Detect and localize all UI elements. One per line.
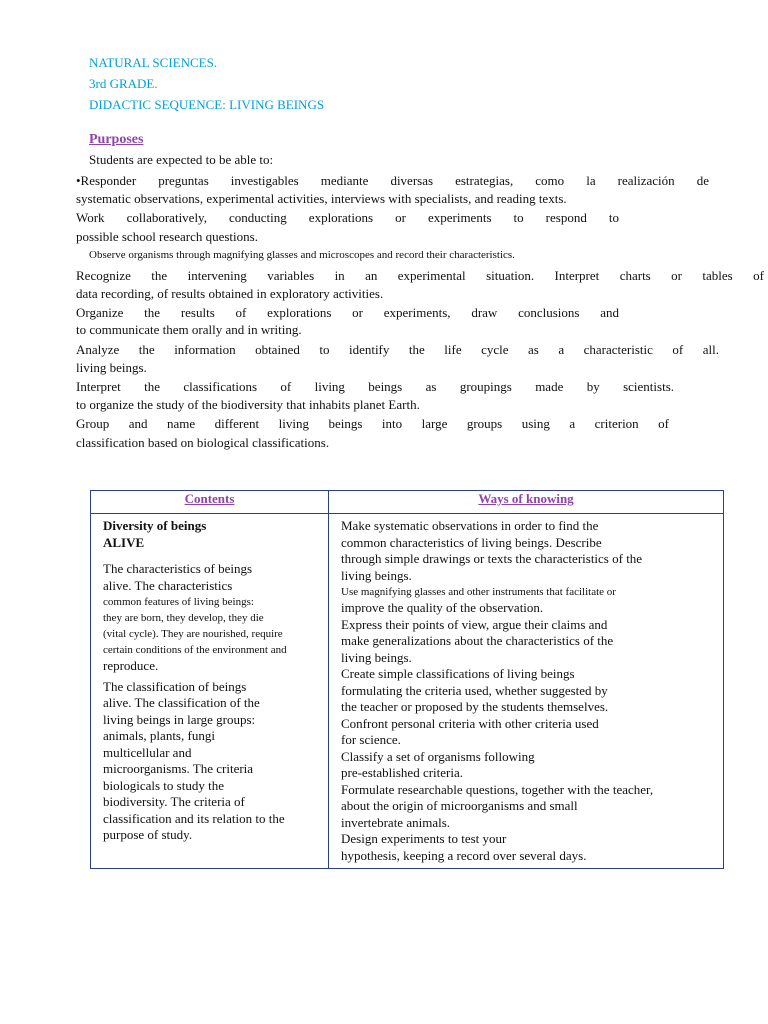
ways-text: Confront personal criteria with other criteria used <box>341 715 599 731</box>
contents-text: The classification of beings <box>103 678 247 694</box>
ways-text: Formulate researchable questions, together with the teacher, <box>341 781 654 797</box>
contents-cell <box>91 514 329 869</box>
purpose-line: to communicate them orally and in writing. <box>76 322 302 337</box>
purpose-line: Interpret the classifications of living beings as groupings made by scientists. <box>76 379 674 394</box>
contents-text: living beings in large groups: <box>103 711 256 727</box>
ways-text: improve the quality of the observation. <box>341 600 544 615</box>
ways-text: formulating the criteria used, whether suggested by <box>341 682 608 698</box>
contents-text: reproduce. <box>103 658 159 673</box>
purpose-line: to organize the study of the biodiversity that inhabits planet Earth. <box>76 397 420 412</box>
contents-text: common features of living beings: <box>103 596 254 608</box>
ways-text: living beings. <box>341 567 412 583</box>
purpose-line: Organize the results of explorations or experiments, draw conclusions and <box>76 305 619 320</box>
ways-text: make generalizations about the characteristics of the <box>341 633 614 648</box>
ways-text: Design experiments to test your <box>341 831 507 846</box>
contents-text: alive. The classification of the <box>103 695 260 710</box>
contents-text: biodiversity. The criteria of <box>103 794 245 809</box>
contents-text: certain conditions of the environment and <box>103 644 287 656</box>
ways-text: for science. <box>341 732 401 747</box>
ways-text: through simple drawings or texts the characteristics of the <box>341 551 643 566</box>
contents-text: microorganisms. The criteria <box>103 761 254 776</box>
ways-of-knowing-header: Ways of knowing <box>329 491 724 514</box>
document-subject: NATURAL SCIENCES. <box>89 55 218 70</box>
purpose-line: Analyze the information obtained to identify the life cycle as a characteristic of all. <box>76 342 719 357</box>
ways-text: Make systematic observations in order to find the <box>341 518 599 533</box>
ways-text: Express their points of view, argue their claims and <box>341 616 608 632</box>
purpose-line: Work collaboratively, conducting explorations or experiments to respond to <box>76 210 619 225</box>
ways-text: Use magnifying glasses and other instruments that facilitate or <box>341 586 616 598</box>
document-title: DIDACTIC SEQUENCE: LIVING BEINGS <box>89 97 325 112</box>
contents-text: biologicals to study the <box>103 777 224 793</box>
purposes-heading: Purposes <box>89 132 144 147</box>
purposes-intro: Students are expected to be able to: <box>89 152 274 167</box>
ways-text: about the origin of microorganisms and small <box>341 798 578 813</box>
contents-text: alive. The characteristics <box>103 577 233 593</box>
ways-text: invertebrate animals. <box>341 814 451 830</box>
ways-text: Create simple classifications of living beings <box>341 666 575 681</box>
ways-of-knowing-cell <box>329 514 724 869</box>
purpose-line: possible school research questions. <box>76 229 258 244</box>
purpose-line: Recognize the intervening variables in an experimental situation. Interpret charts or tables of <box>76 268 764 283</box>
purpose-line: Group and name different living beings into large groups using a criterion of <box>76 416 669 431</box>
contents-text: The characteristics of beings <box>103 561 253 576</box>
contents-text: purpose of study. <box>103 827 193 842</box>
contents-topic-2: ALIVE <box>103 534 145 550</box>
contents-text: animals, plants, fungi <box>103 728 215 743</box>
contents-text: (vital cycle). They are nourished, require <box>103 628 283 640</box>
document-grade: 3rd GRADE. <box>89 76 158 91</box>
ways-text: the teacher or proposed by the students themselves. <box>341 699 609 714</box>
ways-text: living beings. <box>341 649 412 665</box>
purpose-line: •Responder preguntas investigables mediante diversas estrategias, como la realización de <box>76 173 709 188</box>
contents-header: Contents <box>91 491 329 514</box>
contents-text: multicellular and <box>103 744 192 760</box>
table-row <box>91 514 724 869</box>
ways-text: pre-established criteria. <box>341 765 463 780</box>
purpose-line: Observe organisms through magnifying glasses and microscopes and record their characteristics. <box>89 249 515 261</box>
contents-text: classification and its relation to the <box>103 810 285 826</box>
contents-table <box>90 490 724 869</box>
purpose-line: classification based on biological classifications. <box>76 435 330 450</box>
purpose-line: data recording, of results obtained in exploratory activities. <box>76 286 384 301</box>
ways-text: Classify a set of organisms following <box>341 748 535 764</box>
contents-topic: Diversity of beings <box>103 518 207 533</box>
contents-text: they are born, they develop, they die <box>103 612 264 624</box>
ways-text: hypothesis, keeping a record over several days. <box>341 847 587 863</box>
purpose-line: systematic observations, experimental activities, interviews with specialists, and reading texts. <box>76 191 567 206</box>
table-header-row <box>91 491 724 514</box>
ways-text: common characteristics of living beings. Describe <box>341 534 602 550</box>
purpose-line: living beings. <box>76 360 147 375</box>
